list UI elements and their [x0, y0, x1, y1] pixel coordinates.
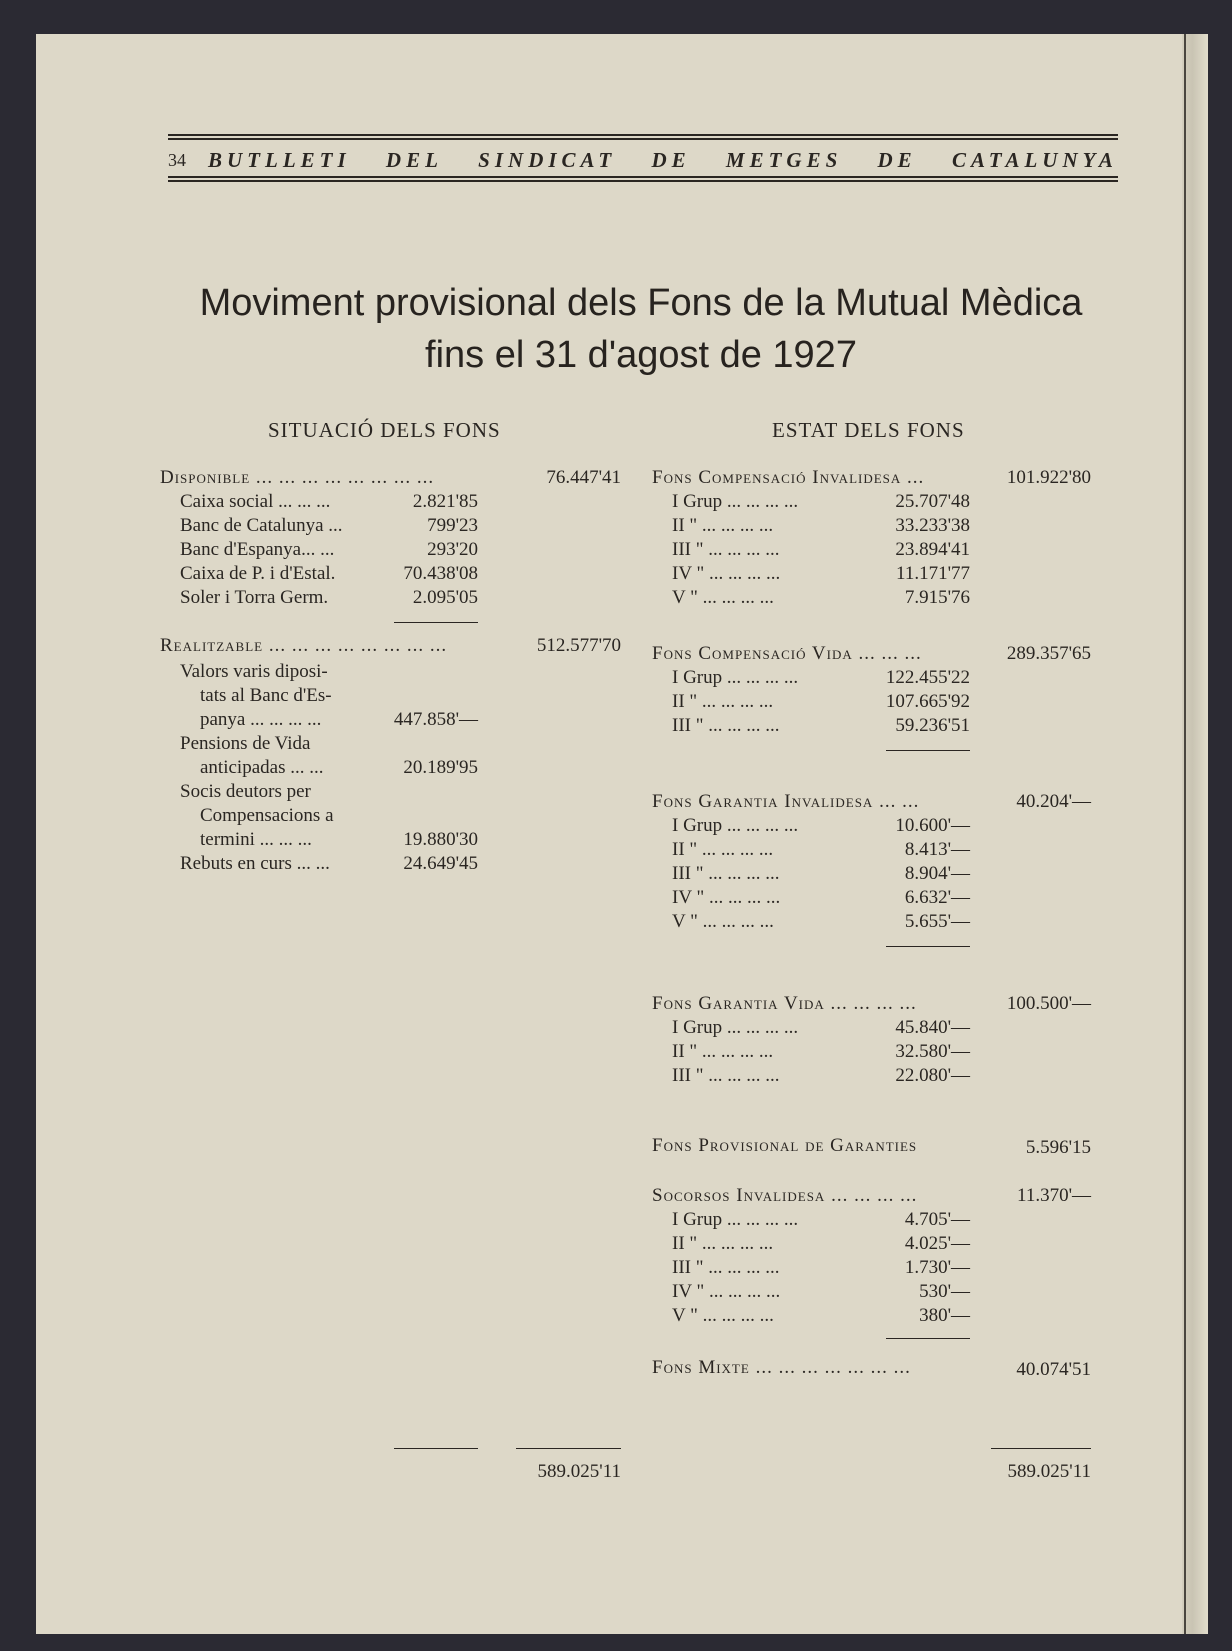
fund-group-label: Fons Compensació Invalidesa ...: [652, 467, 925, 488]
header-rule-bottom: [168, 176, 1118, 178]
realitzable-item-line: termini ... ... ...: [200, 829, 312, 850]
page-title-line-1: Moviment provisional dels Fons de la Mutual Mèdica: [199, 282, 1083, 324]
realitzable-item-line: Valors varis diposi-: [180, 661, 328, 682]
fund-group-total: 289.357'65: [1006, 643, 1091, 664]
running-header: [168, 145, 1118, 175]
header-rule-top-2: [168, 138, 1118, 140]
fund-group-total: 40.204'—: [1016, 791, 1091, 812]
disponible-item-value: 293'20: [427, 539, 478, 560]
fund-item-value: 122.455'22: [885, 667, 970, 688]
header-word: CATALUNYA: [951, 147, 1118, 172]
fund-item-label: III " ... ... ... ...: [672, 1257, 780, 1278]
subtotal-rule: [886, 750, 970, 751]
realitzable-item-line: anticipadas ... ...: [200, 757, 324, 778]
fund-item-label: II " ... ... ... ...: [672, 691, 774, 712]
fund-item-label: V " ... ... ... ...: [672, 911, 774, 932]
fund-group-total: 40.074'51: [1016, 1359, 1091, 1380]
fund-item-value: 22.080'—: [895, 1065, 970, 1086]
fund-item-value: 4.705'—: [904, 1209, 970, 1230]
fund-item-label: I Grup ... ... ... ...: [672, 667, 799, 688]
disponible-item-label: Soler i Torra Germ.: [180, 587, 329, 608]
disponible-item-value: 2.821'85: [412, 491, 478, 512]
fund-group-total: 101.922'80: [1006, 467, 1091, 488]
realitzable-item-line: Rebuts en curs ... ...: [180, 853, 330, 874]
fund-item-label: II " ... ... ... ...: [672, 515, 774, 536]
fund-item-value: 5.655'—: [904, 911, 970, 932]
fund-item-label: IV " ... ... ... ...: [672, 887, 781, 908]
disponible-item-value: 70.438'08: [403, 563, 478, 584]
book-spine: [1182, 34, 1208, 1634]
realitzable-total: 512.577'70: [536, 635, 621, 656]
realitzable-item-value: 447.858'—: [393, 709, 478, 730]
fund-item-label: III " ... ... ... ...: [672, 715, 780, 736]
fund-group-label: Fons Garantia Invalidesa ... ...: [652, 791, 920, 812]
header-word: METGES: [725, 147, 843, 172]
header-word: DEL: [385, 147, 443, 172]
total-rule: [991, 1448, 1091, 1449]
subtotal-rule: [886, 1338, 970, 1339]
subtotal-rule: [394, 622, 478, 623]
disponible-item-label: Caixa de P. i d'Estal.: [180, 563, 336, 584]
disponible-item-label: Banc d'Espanya... ...: [180, 539, 335, 560]
realitzable-item-line: Pensions de Vida: [180, 733, 311, 754]
header-word: BUTLLETI: [208, 147, 351, 172]
header-word: SINDICAT: [478, 147, 617, 172]
total-rule: [394, 1448, 478, 1449]
right-column-heading: ESTAT DELS FONS: [772, 418, 965, 442]
fund-item-value: 11.171'77: [896, 563, 970, 584]
realitzable-item-line: panya ... ... ... ...: [200, 709, 322, 730]
left-grand-total: 589.025'11: [537, 1461, 621, 1482]
document-page: [36, 34, 1208, 1634]
fund-item-label: I Grup ... ... ... ...: [672, 815, 799, 836]
fund-item-label: IV " ... ... ... ...: [672, 563, 781, 584]
fund-item-label: III " ... ... ... ...: [672, 863, 780, 884]
realitzable-item-value: 20.189'95: [403, 757, 478, 778]
fund-item-value: 8.413'—: [904, 839, 970, 860]
fund-item-label: II " ... ... ... ...: [672, 1041, 774, 1062]
realitzable-item-line: Socis deutors per: [180, 781, 311, 802]
disponible-item-label: Banc de Catalunya ...: [180, 515, 343, 536]
fund-item-value: 25.707'48: [895, 491, 970, 512]
fund-item-value: 7.915'76: [904, 587, 970, 608]
fund-group-label: Fons Mixte ... ... ... ... ... ... ...: [652, 1357, 911, 1378]
realitzable-item-line: Compensacions a: [200, 805, 334, 826]
fund-item-value: 530'—: [919, 1281, 970, 1302]
disponible-label: Disponible ... ... ... ... ... ... ... ...: [160, 467, 435, 488]
fund-item-value: 23.894'41: [895, 539, 970, 560]
fund-item-label: I Grup ... ... ... ...: [672, 491, 799, 512]
fund-item-value: 4.025'—: [904, 1233, 970, 1254]
fund-item-label: II " ... ... ... ...: [672, 1233, 774, 1254]
disponible-total: 76.447'41: [546, 467, 621, 488]
fund-item-value: 380'—: [919, 1305, 970, 1326]
fund-item-label: II " ... ... ... ...: [672, 839, 774, 860]
subtotal-rule: [886, 946, 970, 947]
fund-item-label: III " ... ... ... ...: [672, 1065, 780, 1086]
page-number: 34: [168, 149, 186, 170]
fund-item-label: IV " ... ... ... ...: [672, 1281, 781, 1302]
fund-group-total: 100.500'—: [1006, 993, 1091, 1014]
realitzable-item-value: 24.649'45: [403, 853, 478, 874]
header-rule-top: [168, 134, 1118, 136]
fund-item-label: I Grup ... ... ... ...: [672, 1017, 799, 1038]
fund-item-value: 32.580'—: [895, 1041, 970, 1062]
fund-group-label: Socorsos Invalidesa ... ... ... ...: [652, 1185, 918, 1206]
realitzable-label: Realitzable ... ... ... ... ... ... ... ...: [160, 635, 448, 656]
fund-item-value: 33.233'38: [895, 515, 970, 536]
header-word: DE: [877, 147, 917, 172]
realitzable-item-line: tats al Banc d'Es-: [200, 685, 332, 706]
left-column-heading: SITUACIÓ DELS FONS: [268, 418, 501, 442]
fund-item-label: I Grup ... ... ... ...: [672, 1209, 799, 1230]
disponible-item-value: 2.095'05: [412, 587, 478, 608]
fund-item-label: III " ... ... ... ...: [672, 539, 780, 560]
fund-item-value: 1.730'—: [904, 1257, 970, 1278]
fund-item-value: 6.632'—: [904, 887, 970, 908]
fund-item-label: V " ... ... ... ...: [672, 1305, 774, 1326]
fund-item-label: V " ... ... ... ...: [672, 587, 774, 608]
total-rule: [516, 1448, 621, 1449]
header-word: DE: [651, 147, 691, 172]
disponible-item-value: 799'23: [427, 515, 478, 536]
fund-item-value: 8.904'—: [904, 863, 970, 884]
fund-item-value: 10.600'—: [895, 815, 970, 836]
right-grand-total: 589.025'11: [1007, 1461, 1091, 1482]
disponible-item-label: Caixa social ... ... ...: [180, 491, 331, 512]
realitzable-item-value: 19.880'30: [403, 829, 478, 850]
page-title-line-2: fins el 31 d'agost de 1927: [425, 334, 857, 376]
fund-group-label: Fons Compensació Vida ... ... ...: [652, 643, 922, 664]
fund-item-value: 45.840'—: [895, 1017, 970, 1038]
fund-group-label: Fons Garantia Vida ... ... ... ...: [652, 993, 917, 1014]
fund-item-value: 59.236'51: [895, 715, 970, 736]
fund-group-total: 5.596'15: [1025, 1137, 1091, 1158]
header-rule-bottom-2: [168, 180, 1118, 182]
fund-group-total: 11.370'—: [1017, 1185, 1091, 1206]
fund-group-label: Fons Provisional de Garanties: [652, 1135, 918, 1156]
fund-item-value: 107.665'92: [885, 691, 970, 712]
